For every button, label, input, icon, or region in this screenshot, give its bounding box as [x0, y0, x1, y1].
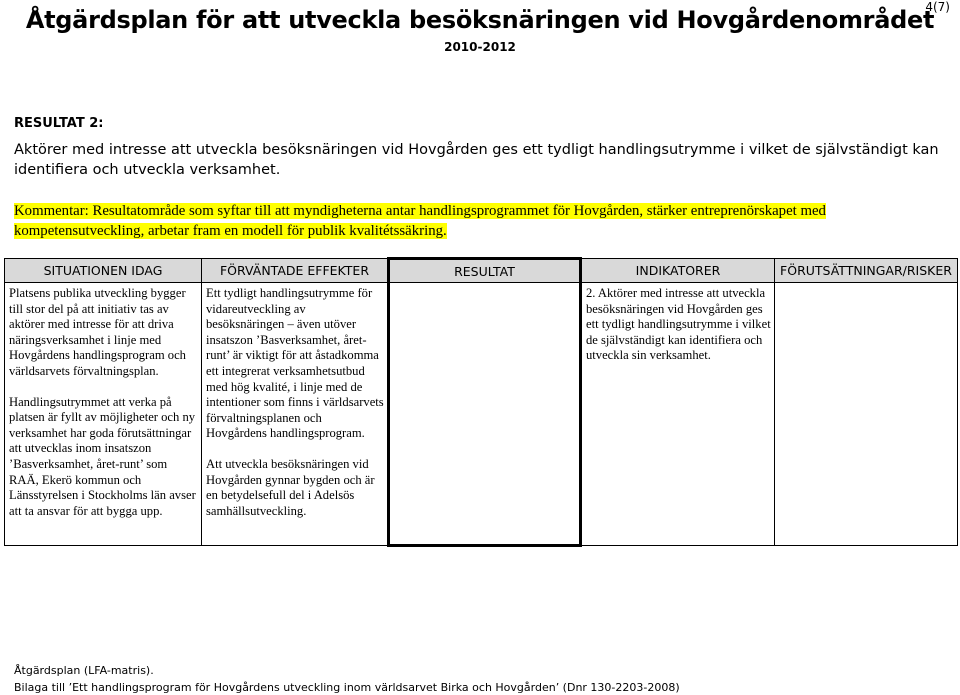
- table-header-row: [5, 259, 958, 283]
- header-situation: SITUATIONEN IDAG: [5, 259, 202, 283]
- effects-paragraph-2: Att utveckla besöksnäringen vid Hovgården gynnar bygden och är en betydelsefull del i Adelsös samhällsutveckling.: [206, 456, 375, 518]
- situation-paragraph-1: Platsens publika utveckling bygger till stor del på att initiativ tas av aktörer med intresse för att driva näringsverksamhet i linje med Hovgårdens handlingsprogram och världsarvets förvaltningsplan.: [9, 286, 186, 378]
- cell-situation: [5, 283, 202, 546]
- cell-risks: [775, 283, 958, 546]
- result-text: Aktörer med intresse att utveckla besöksnäringen vid Hovgården ges ett tydligt handlingsutrymme i vilket de självständigt kan identifiera och utveckla verksamhet.: [14, 142, 939, 178]
- header-risks: FÖRUTSÄTTNINGAR/RISKER: [775, 259, 958, 283]
- page-title: Åtgärdsplan för att utveckla besöksnäringen vid Hovgårdenområdet: [25, 6, 935, 34]
- header-effects: FÖRVÄNTADE EFFEKTER: [202, 259, 389, 283]
- header-result: RESULTAT: [389, 259, 581, 283]
- result-heading: RESULTAT 2:: [14, 116, 104, 131]
- cell-result: [389, 283, 581, 546]
- footer-line-1: Åtgärdsplan (LFA-matris).: [14, 664, 154, 677]
- table-row: [5, 283, 958, 546]
- comment-block: [14, 201, 944, 241]
- cell-effects: [202, 283, 389, 546]
- cell-indicators: 2. Aktörer med intresse att utveckla besöksnäringen vid Hovgården ges ett tydligt handlingsutrymme i vilket de självständigt kan identifiera och utveckla sin verksamhet.: [581, 283, 775, 546]
- action-plan-table: [4, 257, 958, 547]
- footer-line-2: Bilaga till ’Ett handlingsprogram för Hovgårdens utveckling inom världsarvet Birka och Hovgården’ (Dnr 130-2203-2008): [14, 681, 680, 694]
- effects-paragraph-1: Ett tydligt handlingsutrymme för vidareutveckling av besöksnäringen – även utöver insatszon ’Basverksamhet, året-runt’ är viktigt för att åstadkomma ett integrerat verksamhetsutbud med hög kvalité, i linje med de intentioner som finns i världsarvets förvaltningsplanen och Hovgårdens handlingsprogram.: [206, 286, 384, 441]
- page-number: 4(7): [925, 0, 950, 14]
- comment-text: Kommentar: Resultatområde som syftar till att myndigheterna antar handlingsprogrammet för Hovgården, stärker entreprenörskapet med kompetensutveckling, arbetar fram en modell för publik kvalitétssäkring.: [14, 203, 826, 239]
- header-indicators: INDIKATORER: [581, 259, 775, 283]
- situation-paragraph-2: Handlingsutrymmet att verka på platsen är fyllt av möjligheter och ny verksamhet har goda förutsättningar att utvecklas inom insatszon ’Basverksamhet, året-runt’ som RAÄ, Ekerö kommun och Länsstyrelsen i Stockholms län avser att ta ansvar för att bygga upp.: [9, 394, 196, 518]
- page-subtitle: 2010-2012: [444, 40, 516, 54]
